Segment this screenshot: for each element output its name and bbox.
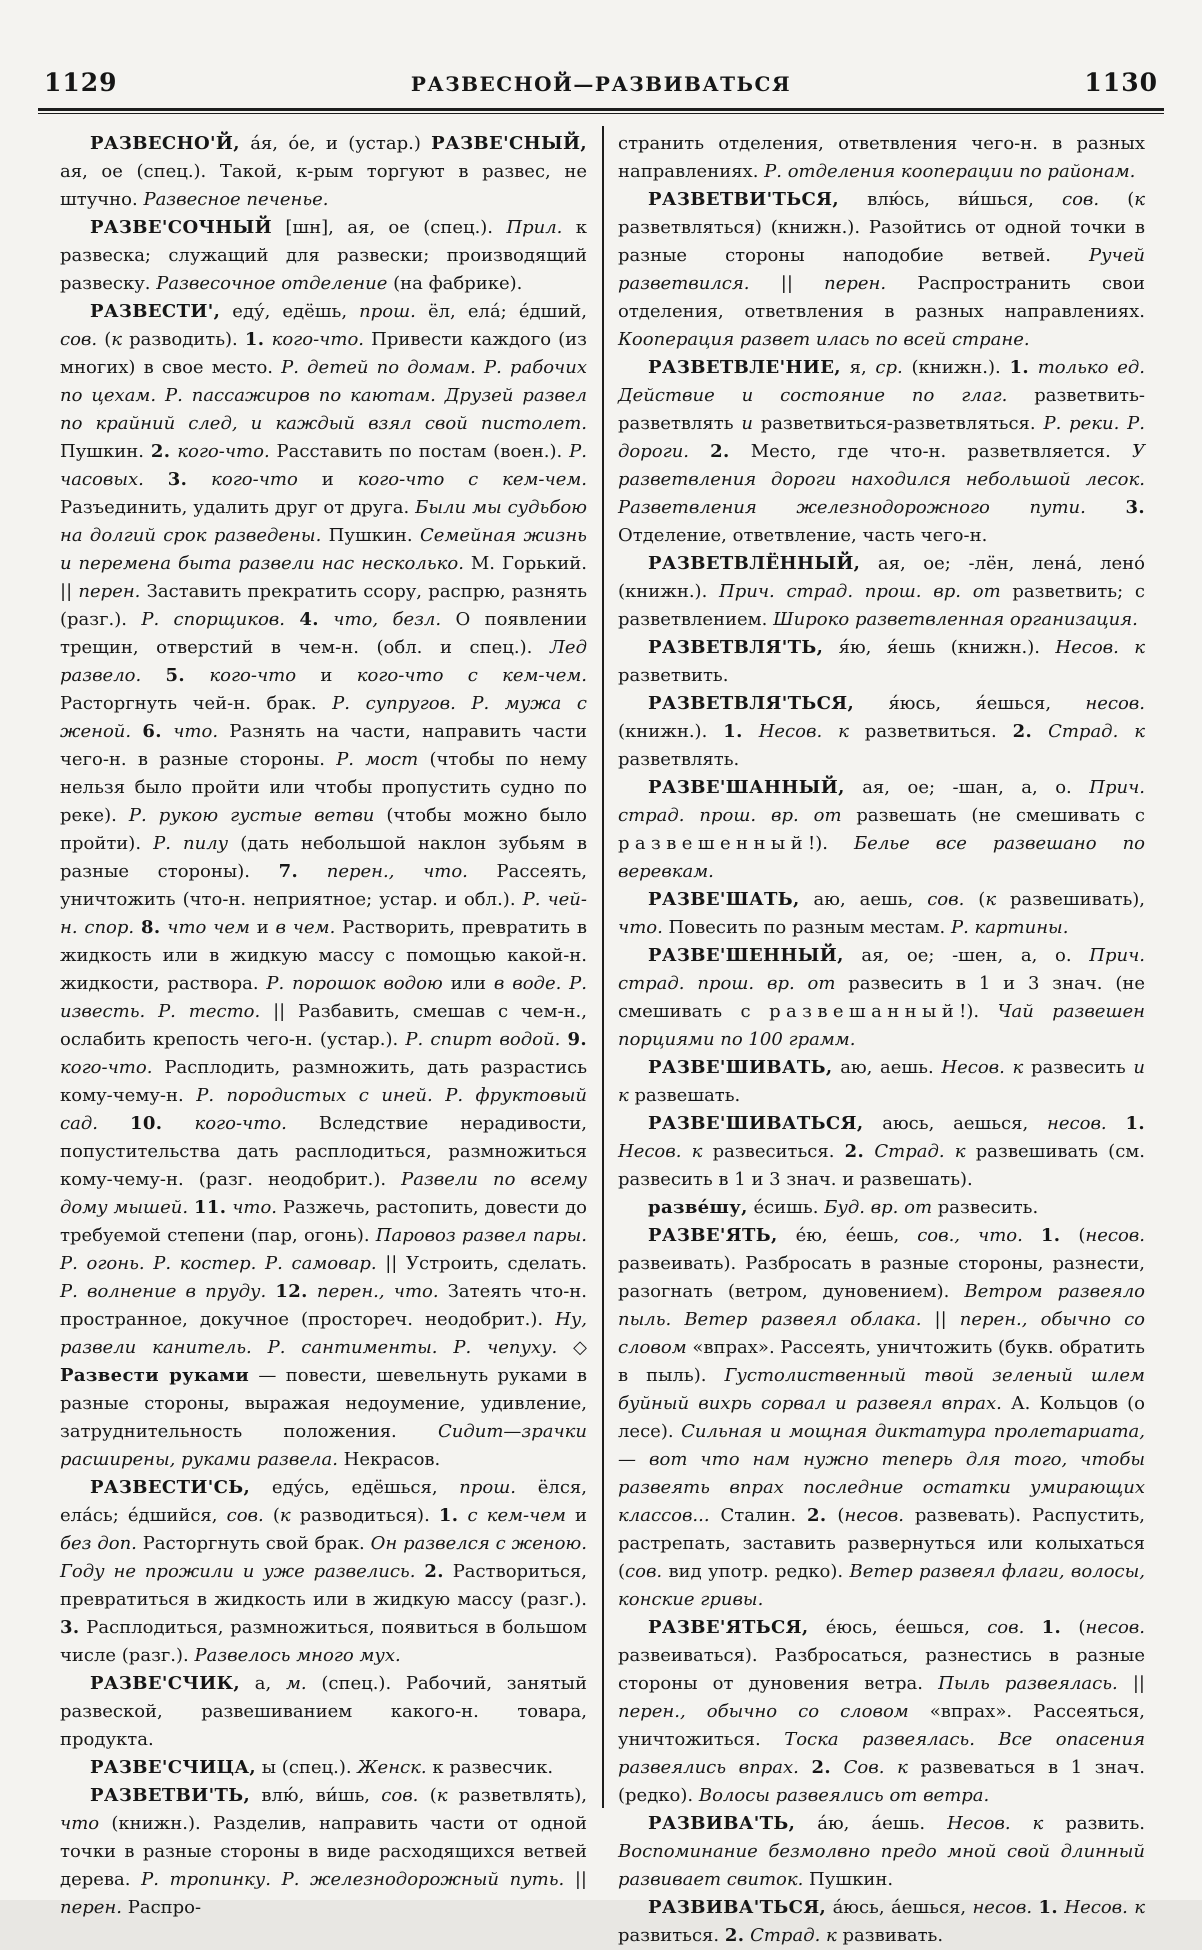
- entry-paragraph: РАЗВЕ'СЧИК, а, м. (спец.). Рабочий, занятый развеской, развешиванием какого-н. товара, продукта.: [60, 1673, 587, 1750]
- left-column: [60, 130, 587, 1922]
- entry-paragraph: РАЗВЕТВИ'ТЬСЯ, влю́сь, ви́шься, сов. (к разветвляться) (книжн.). Разойтись от одной точки в разные стороны наподобие ветвей. Ручей разветвился. || перен. Распространить свои отделения, ответвления в разных направлениях. Кооперация развет илась по всей стране.: [618, 189, 1145, 350]
- entry-paragraph: РАЗВЕ'ШИВАТЬСЯ, аюсь, аешься, несов. 1. Несов. к развеситься. 2. Страд. к развешивать (см. развесить в 1 и 3 знач. и развешать).: [618, 1113, 1145, 1190]
- header-rule-thin: [38, 113, 1164, 114]
- running-head: [40, 68, 1162, 102]
- entry-paragraph: РАЗВИВА'ТЬ, а́ю, а́ешь. Несов. к развить. Воспоминание безмолвно предо мной свой длинный развивает свиток. Пушкин.: [618, 1813, 1146, 1890]
- entry-paragraph: РАЗВЕ'ШАТЬ, аю, аешь, сов. (к развешивать), что. Повесить по разным местам. Р. картины.: [618, 889, 1145, 938]
- running-head-title: РАЗВЕСНОЙ—РАЗВИВАТЬСЯ: [410, 72, 792, 96]
- entry-paragraph: РАЗВЕСТИ'СЬ, еду́сь, едёшься, прош. ёлся, ела́сь; е́дшийся, сов. (к разводиться). 1. с кем-чем и без доп. Расторгнуть свой брак. Он развелся с женою. Году не прожили и уже развелись. 2. Раствориться, превратиться в жидкость или в жидкую массу (разг.). 3. Расплодиться, размножиться, появиться в большом числе (разг.). Развелось много мух.: [60, 1477, 588, 1666]
- entry-paragraph: РАЗВЕСНО'Й, а́я, о́е, и (устар.) РАЗВЕ'СНЫЙ, ая, ое (спец.). Такой, к-рым торгуют в развес, не штучно. Развесное печенье.: [60, 133, 587, 210]
- header-rule: [38, 108, 1164, 114]
- entry-paragraph: РАЗВЕ'СЧИЦА, ы (спец.). Женск. к развесчик.: [90, 1757, 554, 1778]
- entry-paragraph: РАЗВЕТВЛЕ'НИЕ, я, ср. (книжн.). 1. только ед. Действие и состояние по глаг. разветвить-разветвлять и разветвиться-разветвляться. Р. реки. Р. дороги. 2. Место, где что-н. разветвляется. У разветвления дороги находился небольшой лесок. Разветвления железнодорожного пути. 3. Отделение, ответвление, часть чего-н.: [618, 357, 1146, 546]
- entry-paragraph: РАЗВЕ'ШАННЫЙ, ая, ое; -шан, а, о. Прич. страд. прош. вр. от развешать (не смешивать с развешенный!). Белье все развешано по веревкам.: [618, 777, 1145, 882]
- entry-paragraph: РАЗВЕ'ШИВАТЬ, аю, аешь. Несов. к развесить и к развешать.: [618, 1057, 1145, 1106]
- entry-paragraph: странить отделения, ответвления чего-н. в разных направлениях. Р. отделения кооперации по районам.: [618, 133, 1145, 182]
- entry-paragraph: РАЗВЕ'ЯТЬСЯ, е́юсь, е́ешься, сов. 1. (несов. развеиваться). Разбросаться, разнестись в разные стороны от дуновения ветра. Пыль развеялась. || перен., обычно со словом «впрах». Рассеяться, уничтожиться. Тоска развеялась. Все опасения развеялись впрах. 2. Сов. к развеваться в 1 знач. (редко). Волосы развеялись от ветра.: [618, 1617, 1146, 1806]
- column-divider: [602, 126, 604, 1808]
- entry-paragraph: РАЗВЕ'ЯТЬ, е́ю, е́ешь, сов., что. 1. (несов. развеивать). Разбросать в разные стороны, разнести, разогнать (ветром, дуновением). Ветром развеяло пыль. Ветер развеял облака. || перен., обычно со словом «впрах». Рассеять, уничтожить (букв. обратить в пыль). Густолиственный твой зеленый шлем буйный вихрь сорвал и развеял впрах. А. Кольцов (о лесе). Сильная и мощная диктатура пролетариата, — вот что нам нужно теперь для того, чтобы развеять впрах последние остатки умирающих классов... Сталин. 2. (несов. развевать). Распустить, растрепать, заставить развернуться или колыхаться (сов. вид употр. редко). Ветер развеял флаги, волосы, конские гривы.: [618, 1225, 1146, 1610]
- page-number-left: 1129: [44, 68, 118, 97]
- entry-paragraph: РАЗВЕТВИ'ТЬ, влю́, ви́шь, сов. (к разветвлять), что (книжн.). Разделив, направить части от одной точки в разные стороны в виде расходящихся ветвей дерева. Р. тропинку. Р. железнодорожный путь. || перен. Распро-: [60, 1785, 587, 1918]
- entry-paragraph: разве́шу, е́сишь. Буд. вр. от развесить.: [648, 1197, 1039, 1218]
- entry-paragraph: РАЗВЕ'ШЕННЫЙ, ая, ое; -шен, а, о. Прич. страд. прош. вр. от развесить в 1 и 3 знач. (не смешивать с развешанный!). Чай развешен порциями по 100 грамм.: [618, 945, 1146, 1050]
- header-rule-thick: [38, 108, 1164, 111]
- page-number-right: 1130: [1084, 68, 1158, 97]
- entry-paragraph: РАЗВЕТВЛЁННЫЙ, ая, ое; -лён, лена́, лено́ (книжн.). Прич. страд. прош. вр. от разветвить; с разветвлением. Широко разветвленная организация.: [618, 553, 1145, 630]
- entry-paragraph: РАЗВИВА'ТЬСЯ, а́юсь, а́ешься, несов. 1. Несов. к развиться. 2. Страд. к развивать.: [618, 1897, 1146, 1946]
- entry-paragraph: РАЗВЕТВЛЯ'ТЬСЯ, я́юсь, я́ешься, несов. (книжн.). 1. Несов. к разветвиться. 2. Страд. к разветвлять.: [618, 693, 1145, 770]
- entry-paragraph: РАЗВЕ'СОЧНЫЙ [шн], ая, ое (спец.). Прил. к развеска; служащий для развески; производящий развеску. Развесочное отделение (на фабрике).: [60, 217, 587, 294]
- right-column: [618, 130, 1145, 1950]
- entry-paragraph: РАЗВЕСТИ', еду́, едёшь, прош. ёл, ела́; е́дший, сов. (к разводить). 1. кого-что. Привести каждого (из многих) в свое место. Р. детей по домам. Р. рабочих по цехам. Р. пассажиров по каютам. Друзей развел по крайний след, и каждый взял свой пистолет. Пушкин. 2. кого-что. Расставить по постам (воен.). Р. часовых. 3. кого-что и кого-что с кем-чем. Разъединить, удалить друг от друга. Были мы судьбою на долгий срок разведены. Пушкин. Семейная жизнь и перемена быта развели нас несколько. М. Горький. || перен. Заставить прекратить ссору, распрю, разнять (разг.). Р. спорщиков. 4. что, безл. О появлении трещин, отверстий в чем-н. (обл. и спец.). Лед развело. 5. кого-что и кого-что с кем-чем. Расторгнуть чей-н. брак. Р. супругов. Р. мужа с женой. 6. что. Разнять на части, направить части чего-н. в разные стороны. Р. мост (чтобы по нему нельзя было пройти или чтобы пропустить судно по реке). Р. рукою густые ветви (чтобы можно было пройти). Р. пилу (дать небольшой наклон зубьям в разные стороны). 7. перен., что. Рассеять, уничтожить (что-н. неприятное; устар. и обл.). Р. чей-н. спор. 8. что чем и в чем. Растворить, превратить в жидкость или в жидкую массу с помощью какой-н. жидкости, раствора. Р. порошок водою или в воде. Р. известь. Р. тесто. || Разбавить, смешав с чем-н., ослабить крепость чего-н. (устар.). Р. спирт водой. 9. кого-что. Расплодить, размножить, дать разрастись кому-чему-н. Р. породистых с иней. Р. фруктовый сад. 10. кого-что. Вследствие нерадивости, попустительства дать расплодиться, размножиться кому-чему-н. (разг. неодобрит.). Развели по всему дому мышей. 11. что. Разжечь, растопить, довести до требуемой степени (пар, огонь). Паровоз развел пары. Р. огонь. Р. костер. Р. самовар. || Устроить, сделать. Р. волнение в пруду. 12. перен., что. Затеять что-н. пространное, докучное (простореч. неодобрит.). Ну, развели канитель. Р. сантименты. Р. чепуху. ◇ Развести руками — повести, шевельнуть руками в разные стороны, выражая недоумение, удивление, затруднительность положения. Сидит—зрачки расширены, руками развела. Некрасов.: [60, 301, 588, 1470]
- entry-paragraph: РАЗВЕТВЛЯ'ТЬ, я́ю, я́ешь (книжн.). Несов. к разветвить.: [618, 637, 1146, 686]
